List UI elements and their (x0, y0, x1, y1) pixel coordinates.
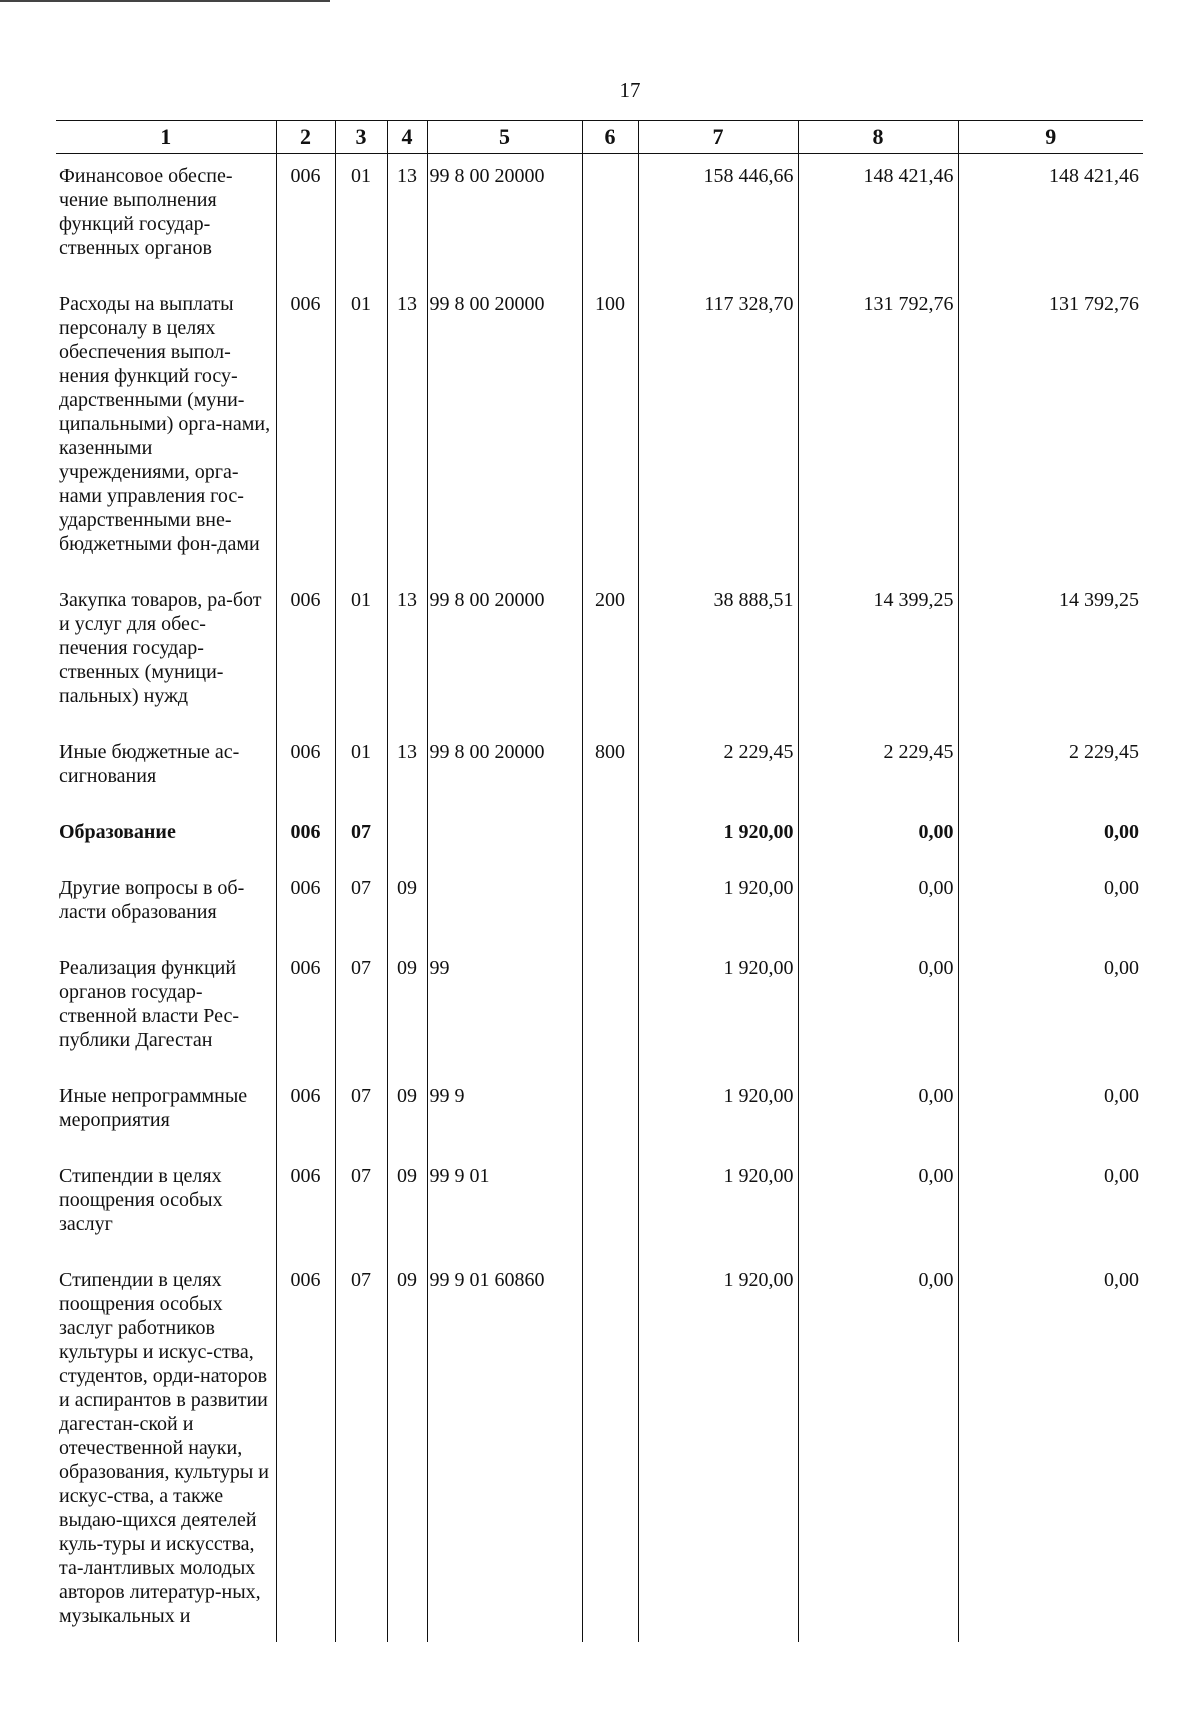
cell-amount-9: 148 421,46 (958, 154, 1143, 283)
cell-amount-9: 14 399,25 (958, 578, 1143, 730)
column-header-1: 1 (56, 121, 276, 154)
column-header-6: 6 (582, 121, 638, 154)
column-header-7: 7 (638, 121, 798, 154)
cell-amount-7: 38 888,51 (638, 578, 798, 730)
row-name: Иные бюджетные ас-сигнования (59, 741, 240, 787)
cell-amount-8: 0,00 (798, 1074, 958, 1154)
table-row (56, 946, 1143, 1074)
cell-code-3: 07 (335, 810, 387, 866)
column-header-5: 5 (427, 121, 582, 154)
cell-code-3: 07 (335, 1074, 387, 1154)
row-name: Другие вопросы в об-ласти образования (59, 877, 245, 923)
cell-amount-7: 1 920,00 (638, 866, 798, 946)
cell-code-6 (582, 1074, 638, 1154)
row-name: Иные непрограммные мероприятия (59, 1085, 248, 1131)
cell-code-4: 09 (387, 1154, 427, 1258)
cell-code-6 (582, 946, 638, 1074)
cell-amount-8: 148 421,46 (798, 154, 958, 283)
cell-code-6 (582, 866, 638, 946)
cell-code-5: 99 (427, 946, 582, 1074)
cell-code-2: 006 (276, 578, 335, 730)
cell-amount-9: 0,00 (958, 946, 1143, 1074)
page-number: 17 (619, 78, 641, 102)
cell-amount-9: 0,00 (958, 1154, 1143, 1258)
cell-amount-7: 158 446,66 (638, 154, 798, 283)
cell-amount-7: 1 920,00 (638, 1258, 798, 1642)
cell-code-2: 006 (276, 1258, 335, 1642)
table-row (56, 1258, 1143, 1642)
cell-code-4: 13 (387, 578, 427, 730)
cell-code-3: 01 (335, 730, 387, 810)
table-row (56, 1074, 1143, 1154)
cell-code-5: 99 8 00 20000 (427, 730, 582, 810)
table-row (56, 578, 1143, 730)
column-header-8: 8 (798, 121, 958, 154)
cell-code-3: 01 (335, 154, 387, 283)
cell-amount-9: 0,00 (958, 1074, 1143, 1154)
cell-code-6 (582, 154, 638, 283)
cell-code-3: 07 (335, 946, 387, 1074)
cell-amount-8: 131 792,76 (798, 282, 958, 578)
cell-amount-7: 1 920,00 (638, 1074, 798, 1154)
cell-amount-7: 1 920,00 (638, 1154, 798, 1258)
cell-code-5: 99 9 01 (427, 1154, 582, 1258)
cell-code-2: 006 (276, 282, 335, 578)
cell-code-3: 07 (335, 1154, 387, 1258)
table-row (56, 1154, 1143, 1258)
cell-code-5: 99 8 00 20000 (427, 578, 582, 730)
cell-amount-8: 0,00 (798, 810, 958, 866)
cell-code-2: 006 (276, 810, 335, 866)
table-row (56, 810, 1143, 866)
cell-code-6 (582, 1258, 638, 1642)
table-header (56, 121, 1143, 154)
row-name: Реализация функций органов государ-ственной власти Рес-публики Дагестан (59, 957, 240, 1051)
cell-code-3: 01 (335, 282, 387, 578)
cell-code-3: 07 (335, 1258, 387, 1642)
cell-code-6: 800 (582, 730, 638, 810)
cell-amount-7: 1 920,00 (638, 810, 798, 866)
column-header-4: 4 (387, 121, 427, 154)
cell-code-6 (582, 810, 638, 866)
row-name: Стипендии в целях поощрения особых заслуг работников культуры и искус-ства, студентов, орди-наторов и аспирантов в развитии дагестан-ской и отечественной науки, образования, культуры и искус-ства, а также выдаю-щихся деятелей куль-туры и искусства, та-лантливых молодых авторов литератур-ных, музыкальных и (59, 1269, 270, 1627)
budget-table (56, 120, 1143, 1642)
cell-code-2: 006 (276, 1154, 335, 1258)
cell-code-6: 200 (582, 578, 638, 730)
cell-code-2: 006 (276, 1074, 335, 1154)
cell-amount-8: 2 229,45 (798, 730, 958, 810)
column-header-3: 3 (335, 121, 387, 154)
cell-amount-9: 2 229,45 (958, 730, 1143, 810)
cell-amount-9: 131 792,76 (958, 282, 1143, 578)
cell-code-4: 13 (387, 154, 427, 283)
table-row (56, 866, 1143, 946)
cell-amount-8: 0,00 (798, 1154, 958, 1258)
cell-amount-8: 0,00 (798, 1258, 958, 1642)
cell-code-2: 006 (276, 946, 335, 1074)
column-header-2: 2 (276, 121, 335, 154)
cell-amount-9: 0,00 (958, 1258, 1143, 1642)
cell-code-4: 09 (387, 1258, 427, 1642)
cell-code-5: 99 9 (427, 1074, 582, 1154)
cell-code-4 (387, 810, 427, 866)
row-name: Стипендии в целях поощрения особых заслуг (59, 1165, 223, 1235)
table-row (56, 282, 1143, 578)
cell-code-2: 006 (276, 866, 335, 946)
cell-code-3: 01 (335, 578, 387, 730)
row-name: Закупка товаров, ра-бот и услуг для обес-печения государ-ственных (муници-пальных) нужд (59, 589, 262, 707)
cell-code-5 (427, 810, 582, 866)
row-name: Образование (59, 821, 176, 843)
cell-code-2: 006 (276, 730, 335, 810)
row-name: Расходы на выплаты персоналу в целях обеспечения выпол-нения функций госу-дарственными (муни-ципальными) орга-нами, казенными учреждениями, орга-нами управления гос-ударственными вне-бюджетными фон-дами (59, 293, 271, 555)
cell-amount-7: 117 328,70 (638, 282, 798, 578)
cell-amount-7: 1 920,00 (638, 946, 798, 1074)
cell-code-4: 13 (387, 282, 427, 578)
cell-code-2: 006 (276, 154, 335, 283)
scan-artifact-line (0, 0, 330, 2)
table-row (56, 154, 1143, 283)
cell-code-6 (582, 1154, 638, 1258)
cell-amount-8: 14 399,25 (798, 578, 958, 730)
cell-code-3: 07 (335, 866, 387, 946)
header-row (56, 121, 1143, 154)
cell-amount-8: 0,00 (798, 866, 958, 946)
cell-amount-9: 0,00 (958, 866, 1143, 946)
row-name: Финансовое обеспе-чение выполнения функций государ-ственных органов (59, 165, 233, 259)
cell-code-5: 99 9 01 60860 (427, 1258, 582, 1642)
cell-code-5: 99 8 00 20000 (427, 154, 582, 283)
cell-code-6: 100 (582, 282, 638, 578)
table-body (56, 154, 1143, 1643)
cell-code-4: 13 (387, 730, 427, 810)
table-row (56, 730, 1143, 810)
column-header-9: 9 (958, 121, 1143, 154)
cell-code-4: 09 (387, 946, 427, 1074)
cell-amount-9: 0,00 (958, 810, 1143, 866)
cell-code-4: 09 (387, 1074, 427, 1154)
cell-amount-8: 0,00 (798, 946, 958, 1074)
cell-code-4: 09 (387, 866, 427, 946)
cell-amount-7: 2 229,45 (638, 730, 798, 810)
cell-code-5: 99 8 00 20000 (427, 282, 582, 578)
cell-code-5 (427, 866, 582, 946)
